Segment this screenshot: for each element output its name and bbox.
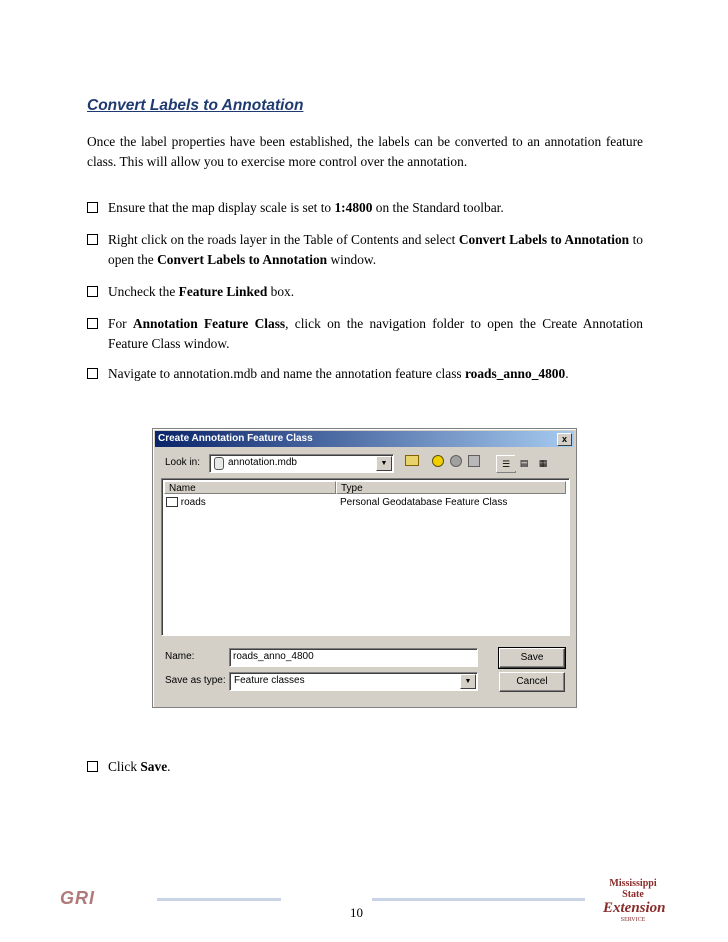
- database-icon: [214, 457, 224, 470]
- details-view-icon[interactable]: ▤: [515, 455, 533, 471]
- intro-paragraph: Once the label properties have been established, the labels can be converted to an annotation feature class. This will allow you to exercise more control over the annotation.: [87, 134, 643, 169]
- chevron-down-icon: ▼: [376, 456, 392, 471]
- footer-divider: [157, 898, 281, 901]
- disconnect-icon[interactable]: [447, 455, 465, 471]
- extension-logo: Mississippi State Extension SERVICE: [603, 878, 666, 923]
- page-number: 10: [350, 905, 363, 920]
- cancel-button[interactable]: Cancel: [499, 672, 565, 692]
- file-list[interactable]: [161, 478, 570, 636]
- name-field[interactable]: roads_anno_4800: [229, 648, 478, 667]
- connect-folder-icon[interactable]: [429, 455, 447, 471]
- step-item: Right click on the roads layer in the Table of Contents and select Convert Labels to Annotation to open the Convert Labels to Annotation window.: [87, 230, 643, 270]
- name-label: Name:: [165, 651, 195, 662]
- list-view-icon[interactable]: ☰: [496, 455, 516, 473]
- thumbnail-view-icon[interactable]: ▦: [534, 455, 552, 471]
- gri-logo: GRI: [60, 888, 96, 908]
- checkbox-icon: [87, 234, 98, 245]
- save-as-type-label: Save as type:: [165, 675, 226, 686]
- feature-class-icon: [166, 497, 178, 507]
- footer-divider: [372, 898, 585, 901]
- checkbox-icon: [87, 318, 98, 329]
- step-item: Uncheck the Feature Linked box.: [87, 282, 643, 302]
- look-in-label: Look in:: [165, 457, 201, 468]
- list-item-type: Personal Geodatabase Feature Class: [340, 497, 508, 508]
- up-folder-icon[interactable]: [403, 455, 421, 471]
- checkbox-icon: [87, 368, 98, 379]
- column-header-type[interactable]: Type: [336, 481, 566, 494]
- section-heading: Convert Labels to Annotation: [87, 97, 304, 114]
- create-annotation-dialog: [152, 428, 577, 708]
- column-header-name[interactable]: Name: [164, 481, 336, 494]
- step-item: Click Save.: [87, 757, 643, 777]
- new-item-icon[interactable]: [465, 455, 483, 471]
- dialog-titlebar: [155, 431, 574, 447]
- dialog-title: Create Annotation Feature Class: [158, 433, 313, 444]
- look-in-dropdown[interactable]: annotation.mdb ▼: [209, 454, 394, 473]
- close-button[interactable]: x: [557, 433, 572, 446]
- chevron-down-icon: ▼: [460, 674, 476, 689]
- step-item: For Annotation Feature Class, click on the navigation folder to open the Create Annotation Feature Class window.: [87, 314, 643, 354]
- checkbox-icon: [87, 286, 98, 297]
- checkbox-icon: [87, 761, 98, 772]
- save-button[interactable]: Save: [499, 648, 565, 668]
- checkbox-icon: [87, 202, 98, 213]
- step-item: Ensure that the map display scale is set to 1:4800 on the Standard toolbar.: [87, 198, 643, 218]
- list-item[interactable]: roads: [166, 497, 206, 508]
- step-item: Navigate to annotation.mdb and name the annotation feature class roads_anno_4800.: [87, 364, 643, 384]
- save-as-type-dropdown[interactable]: Feature classes ▼: [229, 672, 478, 691]
